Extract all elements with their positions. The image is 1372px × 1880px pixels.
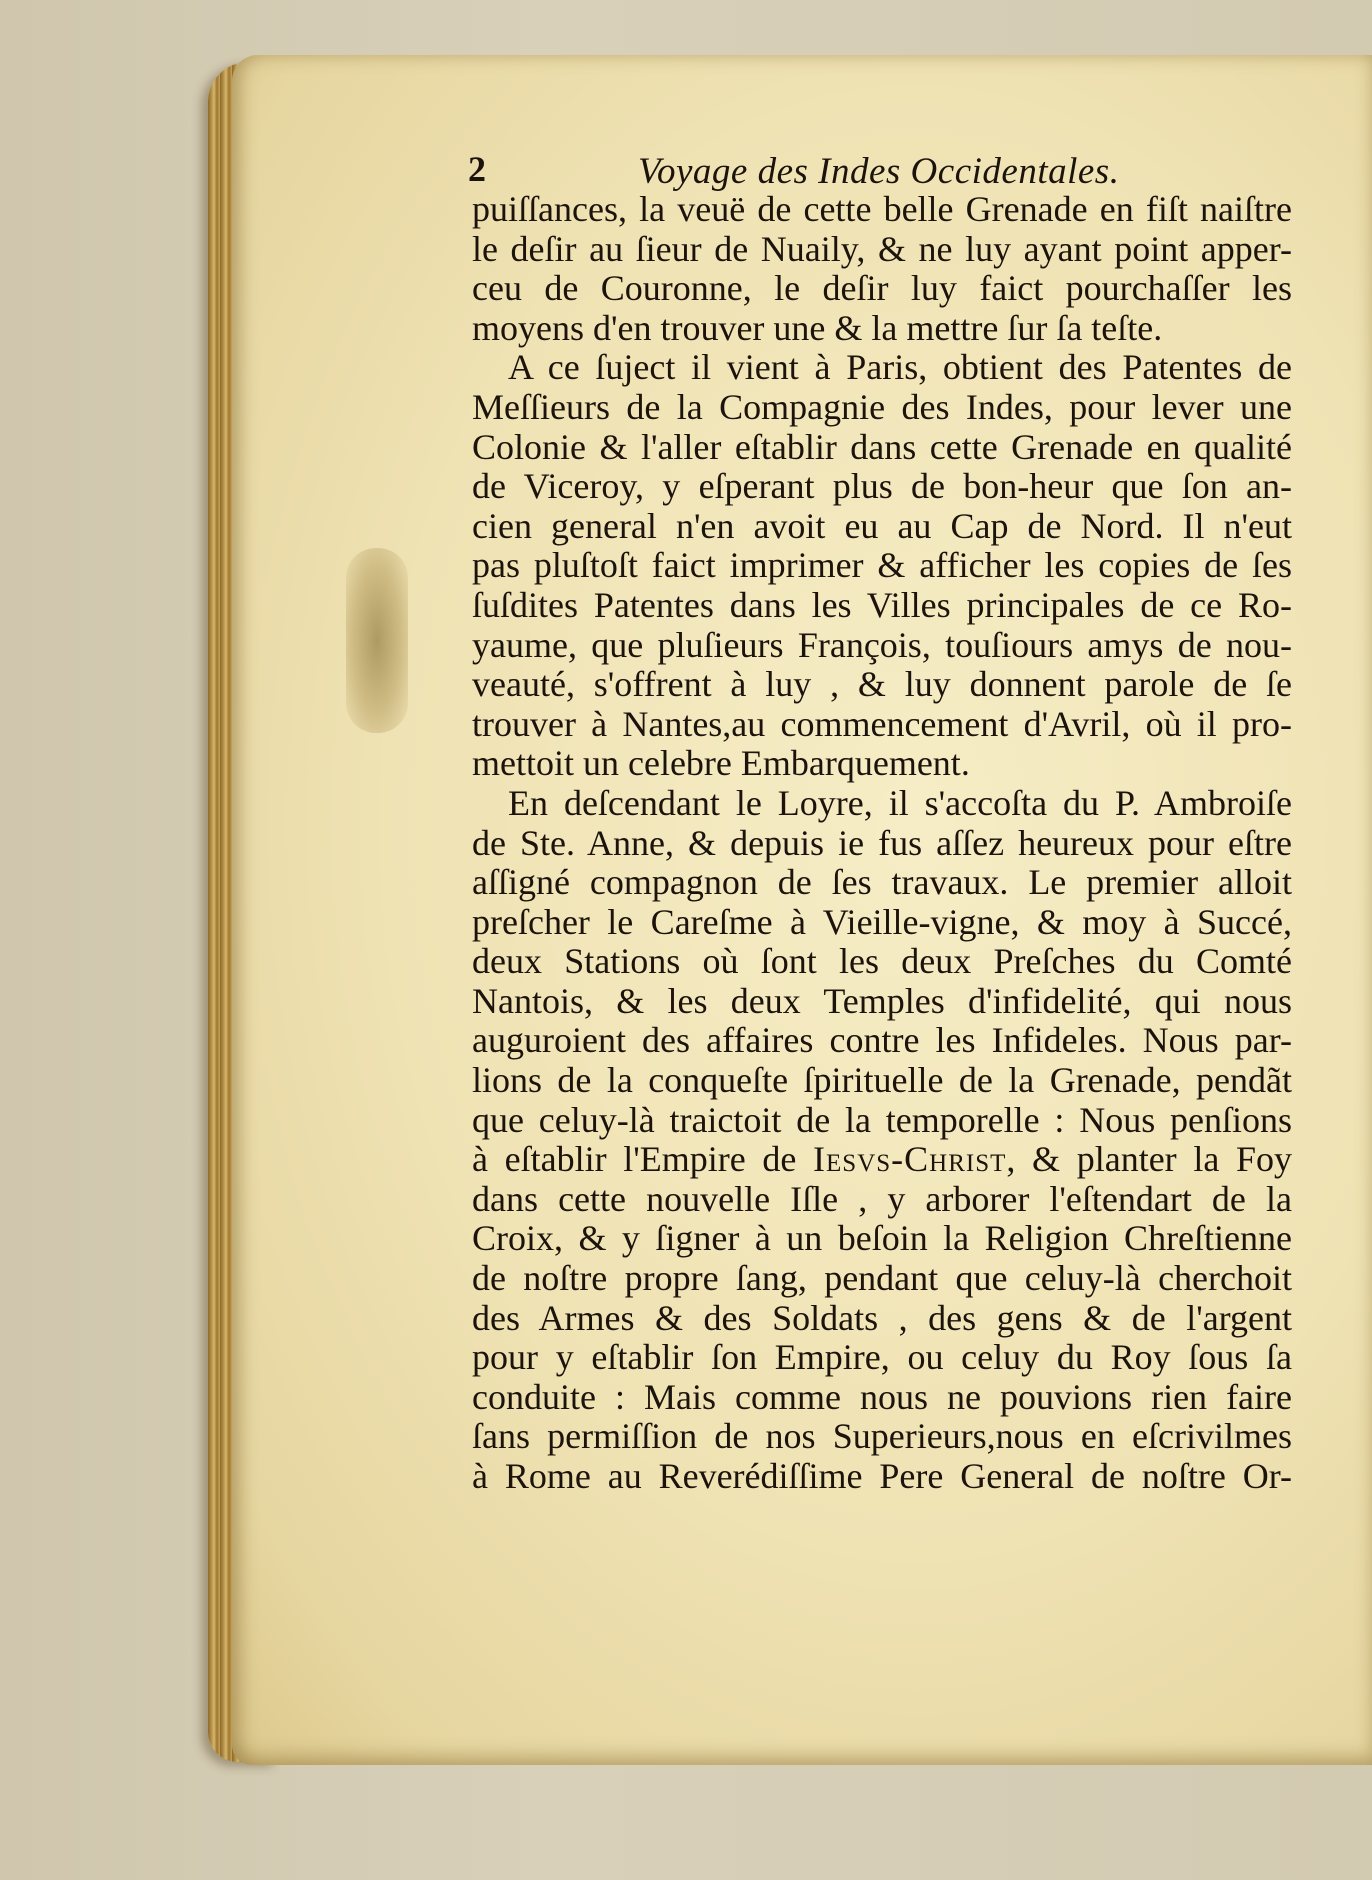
text-line: à Rome au Reverédiſſime Pere General de noſtre Or-: [472, 1456, 1292, 1496]
name-small-caps: Iesvs-Christ: [813, 1139, 1007, 1180]
text-line: Nantois, & les deux Temples d'infidelité, qui nous: [472, 980, 1292, 1021]
text-line: le deſir au ſieur de Nuaily, & ne luy ayant point apper-: [472, 228, 1292, 269]
text-line: Croix, & y ſigner à un beſoin la Religion Chreſtienne: [472, 1218, 1292, 1259]
text-line: cien general n'en avoit eu au Cap de Nord. Il n'eut: [472, 505, 1292, 546]
text-line: Meſſieurs de la Compagnie des Indes, pour lever une: [472, 386, 1292, 427]
text-line: pour y eſtablir ſon Empire, ou celuy du Roy ſous ſa: [472, 1337, 1292, 1378]
text-line: ceu de Couronne, le deſir luy faict pourchaſſer les: [472, 268, 1292, 309]
text-line: trouver à Nantes,au commencement d'Avril, où il pro-: [472, 703, 1292, 744]
text-line: dans cette nouvelle Iſle , y arborer l'eſtendart de la: [472, 1178, 1292, 1219]
text-line: que celuy-là traictoit de la temporelle : Nous penſions: [472, 1099, 1292, 1140]
text-line: des Armes & des Soldats , des gens & de l'argent: [472, 1297, 1292, 1338]
text-line: A ce ſuject il vient à Paris, obtient des Patentes de: [508, 347, 1292, 388]
text-line: de Viceroy, y eſperant plus de bon-heur que ſon an-: [472, 466, 1292, 507]
text-line: veauté, s'offrent à luy , & luy donnent parole de ſe: [472, 664, 1292, 705]
body-text: [472, 190, 1292, 1497]
text-line: mettoit un celebre Embarquement.: [472, 743, 970, 784]
text-line: pas pluſtoſt faict imprimer & afficher les copies de ſes: [472, 545, 1292, 586]
page-number: 2: [468, 149, 486, 189]
text-line: conduite : Mais comme nous ne pouvions rien faire: [472, 1376, 1292, 1417]
text-line: de Ste. Anne, & depuis ie fus aſſez heureux pour eſtre: [472, 822, 1292, 863]
text-line: deux Stations où ſont les deux Preſches du Comté: [472, 941, 1292, 982]
text-line: yaume, que pluſieurs François, touſiours amys de nou-: [472, 624, 1292, 665]
text-line: moyens d'en trouver une & la mettre ſur ſa teſte.: [472, 307, 1163, 348]
text-line: preſcher le Careſme à Vieille-vigne, & moy à Succé,: [472, 901, 1292, 942]
text-line: En deſcendant le Loyre, il s'accoſta du P. Ambroiſe: [508, 782, 1292, 823]
text-line: auguroient des affaires contre les Infideles. Nous par-: [472, 1020, 1292, 1061]
text-fragment: à eſtablir l'Empire de: [472, 1139, 797, 1180]
text-line: Colonie & l'aller eſtablir dans cette Grenade en qualité: [472, 426, 1292, 467]
text-line-with-name: [472, 1140, 1292, 1180]
text-line: lions de la conqueſte ſpirituelle de la Grenade, pendãt: [472, 1060, 1292, 1101]
page-header: [468, 148, 1118, 194]
text-line: de noſtre propre ſang, pendant que celuy-là cherchoit: [472, 1258, 1292, 1299]
text-line: aſſigné compagnon de ſes travaux. Le premier alloit: [472, 862, 1292, 903]
paper-stain: [346, 548, 408, 733]
running-title: Voyage des Indes Occidentales.: [638, 151, 1120, 192]
text-line: ſuſdites Patentes dans les Villes principales de ce Ro-: [472, 584, 1292, 625]
text-fragment: , & planter la Foy: [1006, 1139, 1293, 1180]
text-line: ſans permiſſion de nos Superieurs,nous en eſcrivilmes: [472, 1416, 1292, 1457]
text-line: puiſſances, la veuë de cette belle Grenade en fiſt naiſtre: [472, 189, 1292, 229]
